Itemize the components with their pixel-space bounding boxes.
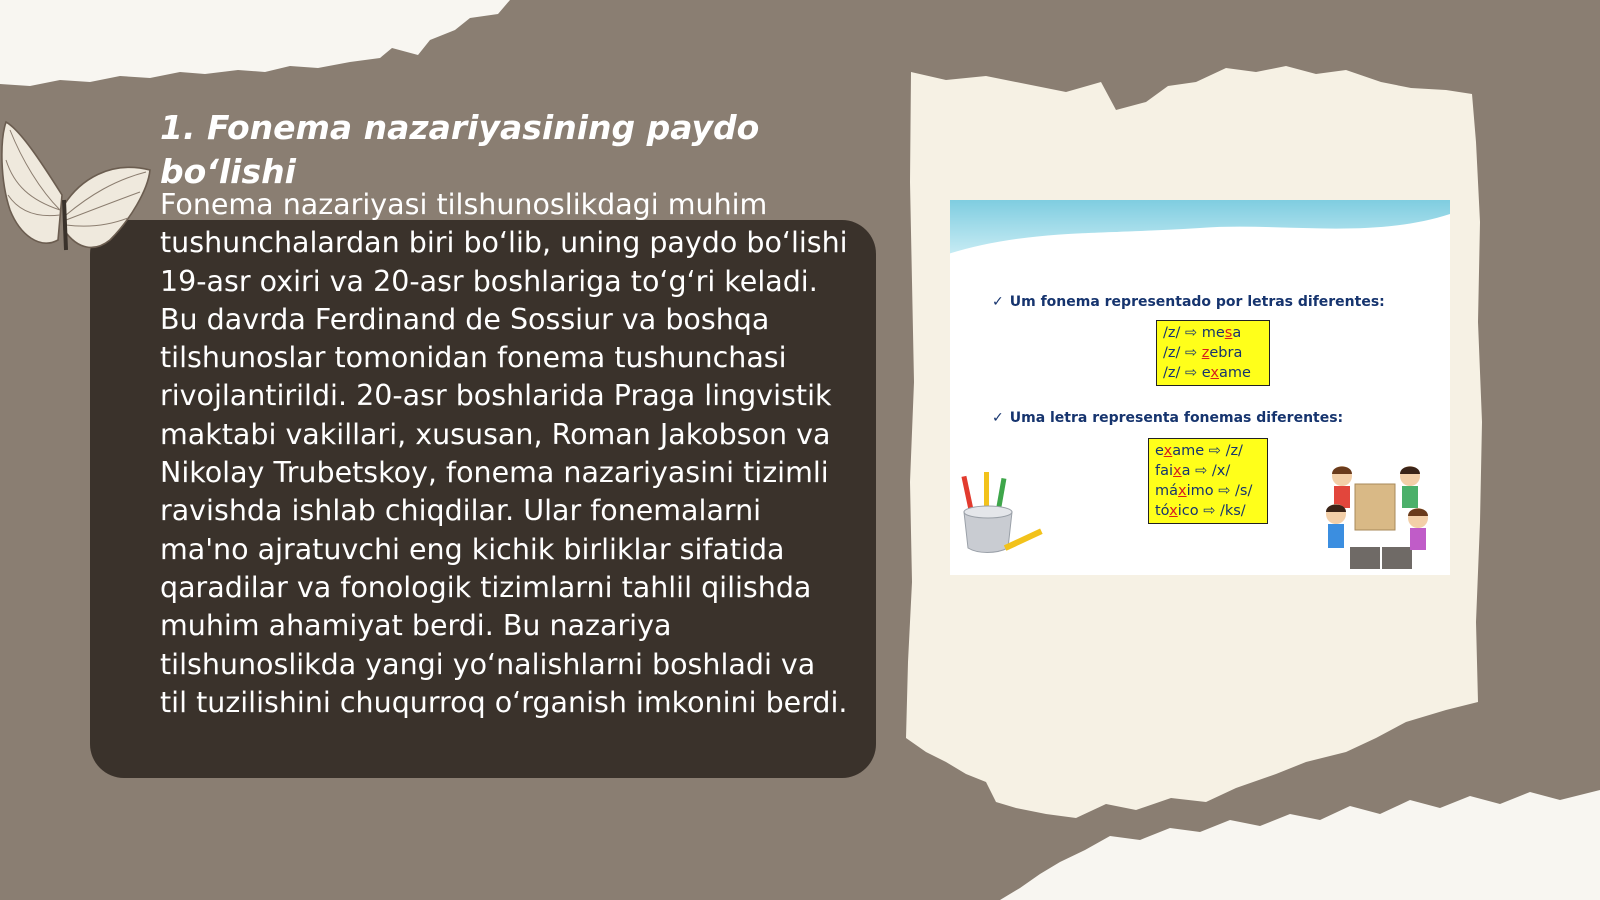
slide-bullet-1: ✓ Um fonema representado por letras diferentes: (992, 294, 1385, 310)
example-box-2 (1148, 438, 1268, 524)
phoneme-example-image (950, 200, 1450, 575)
example-box-1 (1156, 320, 1270, 386)
check-icon: ✓ (992, 294, 1004, 310)
example-line: /z/ ⇨ exame (1163, 365, 1251, 381)
slide-title: 1. Fonema nazariyasining paydo bo‘lishi (160, 108, 760, 191)
example-line: /z/ ⇨ zebra (1163, 345, 1243, 361)
example-line: exame ⇨ /z/ (1155, 443, 1243, 459)
torn-paper-top-left (0, 0, 540, 95)
pencil-cup-icon (956, 468, 1046, 558)
example-line: tóxico ⇨ /ks/ (1155, 503, 1246, 519)
wave-header (950, 200, 1450, 260)
example-line: /z/ ⇨ mesa (1163, 325, 1242, 341)
children-icon (1320, 462, 1440, 572)
butterfly-icon (0, 100, 160, 275)
example-line: máximo ⇨ /s/ (1155, 483, 1253, 499)
example-line: faixa ⇨ /x/ (1155, 463, 1231, 479)
slide-bullet-2: ✓ Uma letra representa fonemas diferentes: (992, 410, 1344, 426)
check-icon: ✓ (992, 410, 1004, 426)
slide-body-text: Fonema nazariyasi tilshunoslikdagi muhim tushunchalardan biri bo‘lib, uning paydo bo‘lishi 19-asr oxiri va 20-asr boshlariga to‘g‘ri keladi. Bu davrda Ferdinand de Sossiur va boshqa tilshunoslar tomonidan fonema tushunchasi rivojlantirildi. 20-asr boshlarida Praga lingvistik maktabi vakillari, xususan, Roman Jakobson va Nikolay Trubetskoy, fonema nazariyasini tizimli ravishda ishlab chiqdilar. Ular fonemalarni ma'no ajratuvchi eng kichik birliklar sifatida qaradilar va fonologik tizimlarni tahlil qilishda muhim ahamiyat berdi. Bu nazariya tilshunoslikda yangi yo‘nalishlarni boshladi va til tuzilishini chuqurroq o‘rganish imkonini berdi. (160, 188, 848, 719)
